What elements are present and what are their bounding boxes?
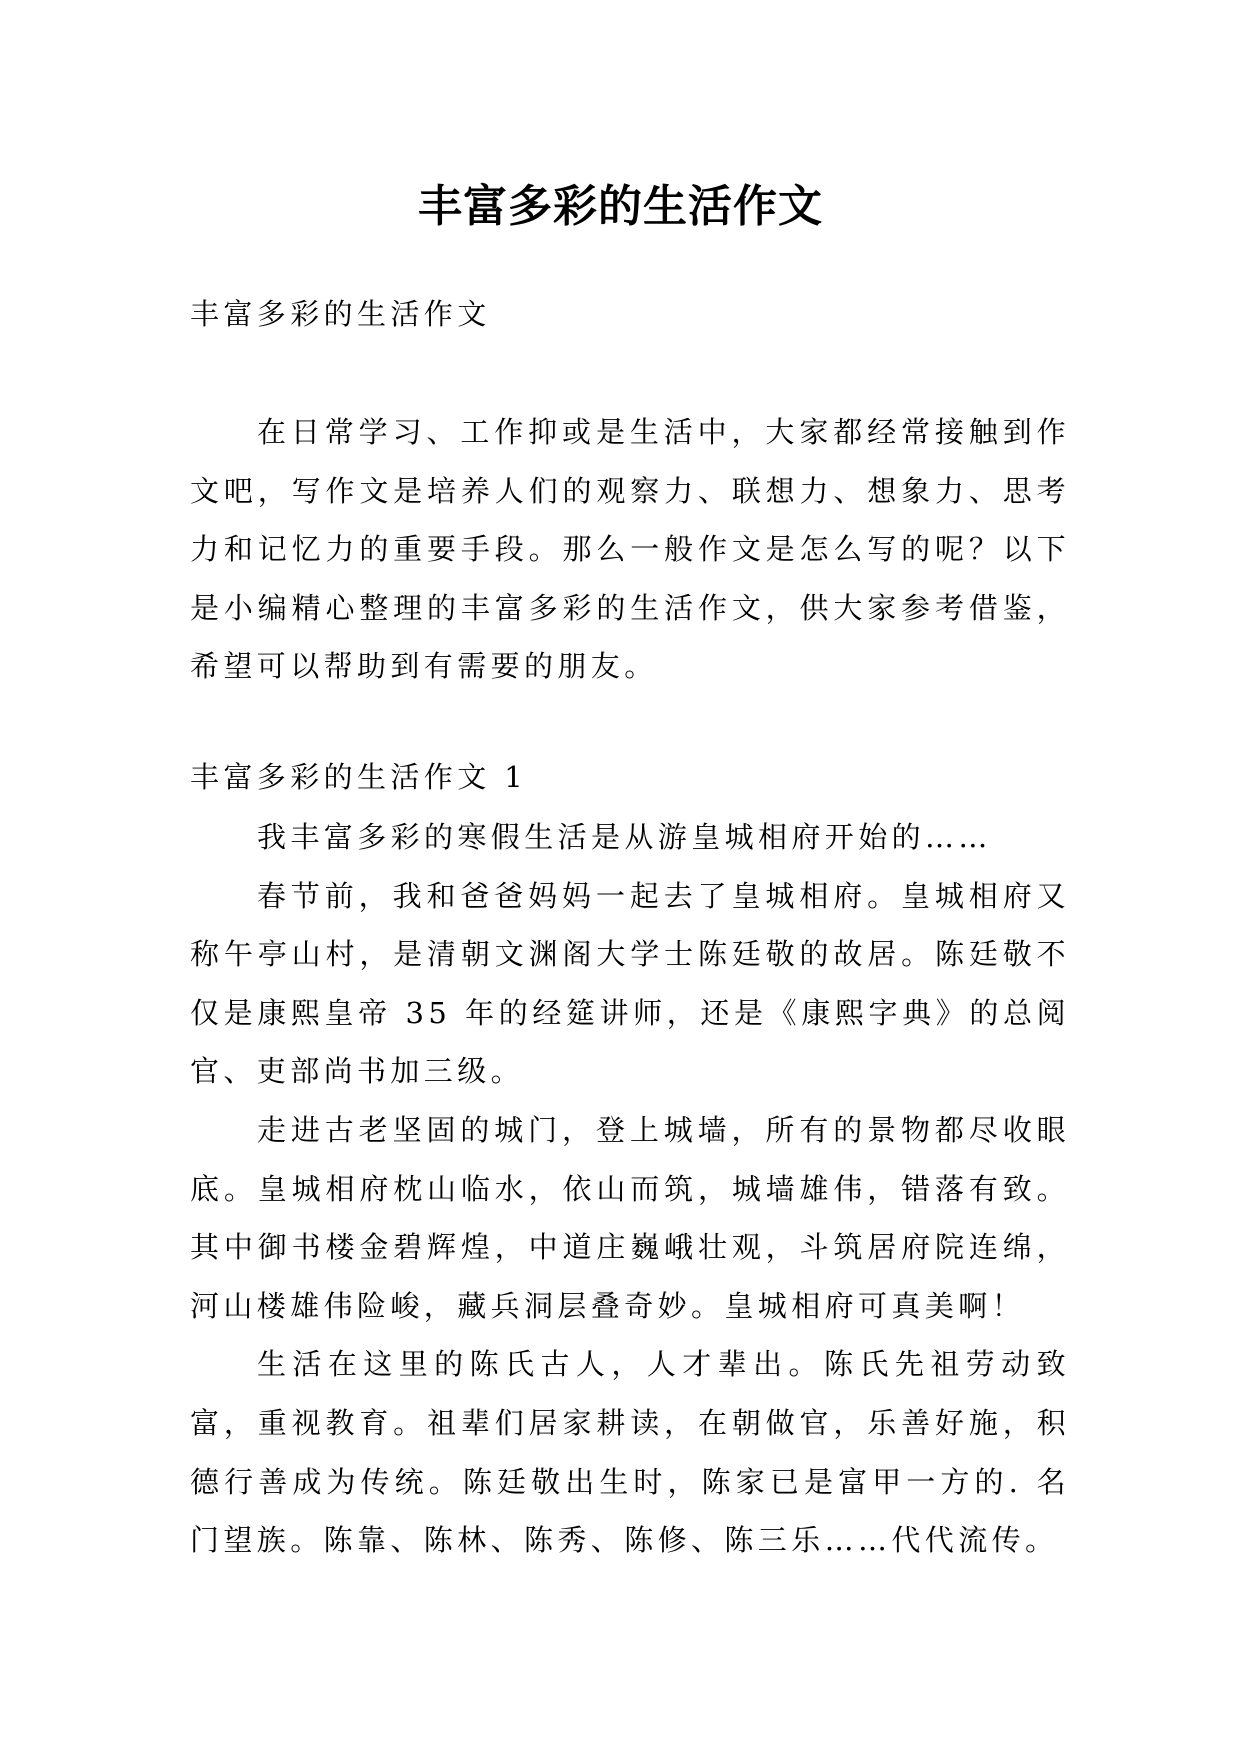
document-title: 丰富多彩的生活作文	[418, 181, 823, 233]
intro-paragraph: 在日常学习、工作抑或是生活中，大家都经常接触到作文吧，写作文是培养人们的观察力、联想力、想象力、思考力和记忆力的重要手段。那么一般作文是怎么写的呢？以下是小编精心整理的丰富多彩的生活作文，供大家参考借鉴，希望可以帮助到有需要的朋友。	[190, 415, 1070, 684]
body-paragraph: 走进古老坚固的城门，登上城墙，所有的景物都尽收眼底。皇城相府枕山临水，依山而筑，城墙雄伟，错落有致。其中御书楼金碧辉煌，中道庄巍峨壮观，斗筑居府院连绵，河山楼雄伟险峻，藏兵洞层叠奇妙。皇城相府可真美啊！	[190, 1112, 1070, 1323]
document-subtitle: 丰富多彩的生活作文	[190, 297, 491, 331]
body-paragraph: 我丰富多彩的寒假生活是从游皇城相府开始的……	[257, 820, 992, 854]
essay-body	[190, 808, 1070, 1570]
body-paragraph: 生活在这里的陈氏古人，人才辈出。陈氏先祖劳动致富，重视教育。祖辈们居家耕读，在朝做官，乐善好施，积德行善成为传统。陈廷敬出生时，陈家已是富甲一方的. 名门望族。陈靠、陈林、陈秀、陈修、陈三乐……代代流传。	[190, 1347, 1070, 1558]
section-heading: 丰富多彩的生活作文 1	[190, 760, 528, 794]
body-paragraph: 春节前，我和爸爸妈妈一起去了皇城相府。皇城相府又称午亭山村，是清朝文渊阁大学士陈廷敬的故居。陈廷敬不仅是康熙皇帝 35 年的经筵讲师，还是《康熙字典》的总阅官、吏部尚书加三级。	[190, 878, 1070, 1089]
